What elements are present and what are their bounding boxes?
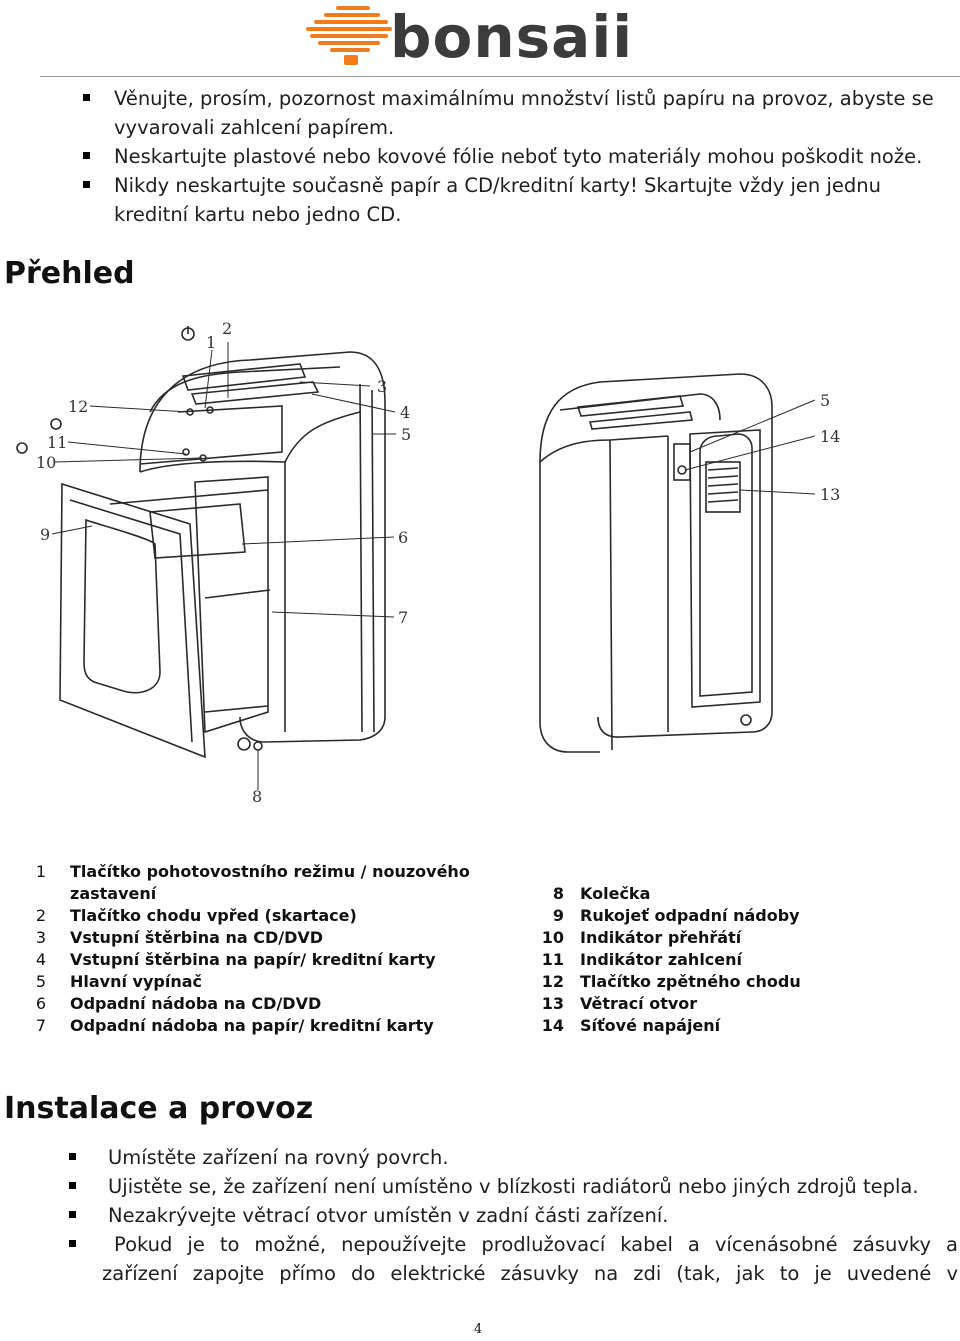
note-item: Neskartujte plastové nebo kovové fólie neboť tyto materiály mohou poškodit nože. xyxy=(80,142,950,171)
legend-row xyxy=(535,883,935,905)
callout-labels-front xyxy=(36,319,411,806)
callout-13: 13 xyxy=(820,485,841,504)
legend-text: Větrací otvor xyxy=(580,994,698,1013)
legend-row xyxy=(30,1015,500,1037)
legend-num: 14 xyxy=(541,1016,564,1035)
install-item: Umístěte zařízení na rovný povrch. xyxy=(66,1143,958,1172)
page-number: 4 xyxy=(474,1322,483,1337)
legend-row xyxy=(30,861,500,883)
legend-text: Síťové napájení xyxy=(580,1016,721,1035)
legend-num: 9 xyxy=(552,906,564,925)
legend-text: Tlačítko zpětného chodu xyxy=(580,972,801,991)
legend-num: 6 xyxy=(35,994,46,1013)
legend-num: 4 xyxy=(35,950,46,969)
legend-text: Rukojeť odpadní nádoby xyxy=(580,906,800,925)
install-list xyxy=(66,1143,958,1288)
legend-num: 11 xyxy=(541,950,564,969)
callout-5-back: 5 xyxy=(820,391,831,410)
legend-num: 10 xyxy=(541,928,564,947)
callout-3: 3 xyxy=(377,377,388,396)
legend-row xyxy=(535,1015,935,1037)
callout-10: 10 xyxy=(36,453,57,472)
legend-row xyxy=(535,905,935,927)
shredder-diagram xyxy=(0,312,960,812)
callout-11: 11 xyxy=(47,433,68,452)
legend-num: 12 xyxy=(541,972,564,991)
callout-1: 1 xyxy=(206,333,217,352)
legend-text: Vstupní štěrbina na papír/ kreditní karty xyxy=(70,950,436,969)
legend-text: Kolečka xyxy=(580,884,651,903)
back-shredder-drawing xyxy=(540,374,772,752)
legend-row xyxy=(535,993,935,1015)
legend-row xyxy=(535,971,935,993)
callout-4: 4 xyxy=(400,403,411,422)
callout-12: 12 xyxy=(68,397,89,416)
legend-text: Hlavní vypínač xyxy=(70,972,203,991)
legend-row xyxy=(535,949,935,971)
front-shredder-drawing xyxy=(17,326,388,757)
legend-text: Indikátor zahlcení xyxy=(580,950,743,969)
install-item: Pokud je to možné, nepoužívejte prodlužovací kabel a vícenásobné zásuvky a xyxy=(66,1230,958,1259)
callout-5: 5 xyxy=(401,425,412,444)
header-rule xyxy=(40,76,960,77)
legend-row xyxy=(30,971,500,993)
notes-list xyxy=(80,84,950,229)
legend-left xyxy=(30,861,500,1037)
callout-14: 14 xyxy=(820,427,841,446)
callout-lines-back xyxy=(685,400,815,494)
legend-right xyxy=(535,883,935,1037)
callout-8: 8 xyxy=(252,787,263,806)
bonsai-tree-icon xyxy=(306,6,392,65)
legend-row xyxy=(30,949,500,971)
legend-text: Indikátor přehřátí xyxy=(580,928,742,947)
legend-row xyxy=(30,927,500,949)
callout-labels-back xyxy=(820,391,840,504)
install-item: Nezakrývejte větrací otvor umístěn v zadní části zařízení. xyxy=(66,1201,958,1230)
legend-text: zastavení xyxy=(70,884,157,903)
legend-num: 8 xyxy=(552,884,564,903)
install-item-continuation: zařízení zapojte přímo do elektrické zásuvky na zdi (tak, jak to je uvedené v xyxy=(102,1262,958,1285)
legend-text: Tlačítko chodu vpřed (skartace) xyxy=(70,906,357,925)
legend-text: Tlačítko pohotovostního režimu / nouzového xyxy=(70,862,470,881)
legend-row xyxy=(30,905,500,927)
callout-9: 9 xyxy=(40,525,51,544)
callout-6: 6 xyxy=(398,528,409,547)
legend-row xyxy=(30,993,500,1015)
legend-num: 13 xyxy=(541,994,564,1013)
note-item: Věnujte, prosím, pozornost maximálnímu množství listů papíru na provoz, abyste se vyvarovali zahlcení papírem. xyxy=(80,84,950,142)
install-item: Ujistěte se, že zařízení není umístěno v blízkosti radiátorů nebo jiných zdrojů tepla. xyxy=(66,1172,958,1201)
legend-text: Odpadní nádoba na CD/DVD xyxy=(70,994,322,1013)
legend-row xyxy=(535,927,935,949)
callout-7: 7 xyxy=(398,608,409,627)
legend-text: Vstupní štěrbina na CD/DVD xyxy=(70,928,324,947)
overview-heading: Přehled xyxy=(4,256,135,291)
legend-num: 2 xyxy=(35,906,46,925)
legend-num: 5 xyxy=(35,972,46,991)
legend-text: Odpadní nádoba na papír/ kreditní karty xyxy=(70,1016,434,1035)
callout-2: 2 xyxy=(222,319,233,338)
legend-num: 1 xyxy=(35,862,46,881)
install-heading: Instalace a provoz xyxy=(4,1091,314,1126)
legend-num: 7 xyxy=(35,1016,46,1035)
brand-name: bonsaii xyxy=(390,3,634,71)
legend-num: 3 xyxy=(35,928,46,947)
legend-row xyxy=(30,883,500,905)
note-item: Nikdy neskartujte současně papír a CD/kreditní karty! Skartujte vždy jen jednu kreditní kartu nebo jedno CD. xyxy=(80,171,950,229)
